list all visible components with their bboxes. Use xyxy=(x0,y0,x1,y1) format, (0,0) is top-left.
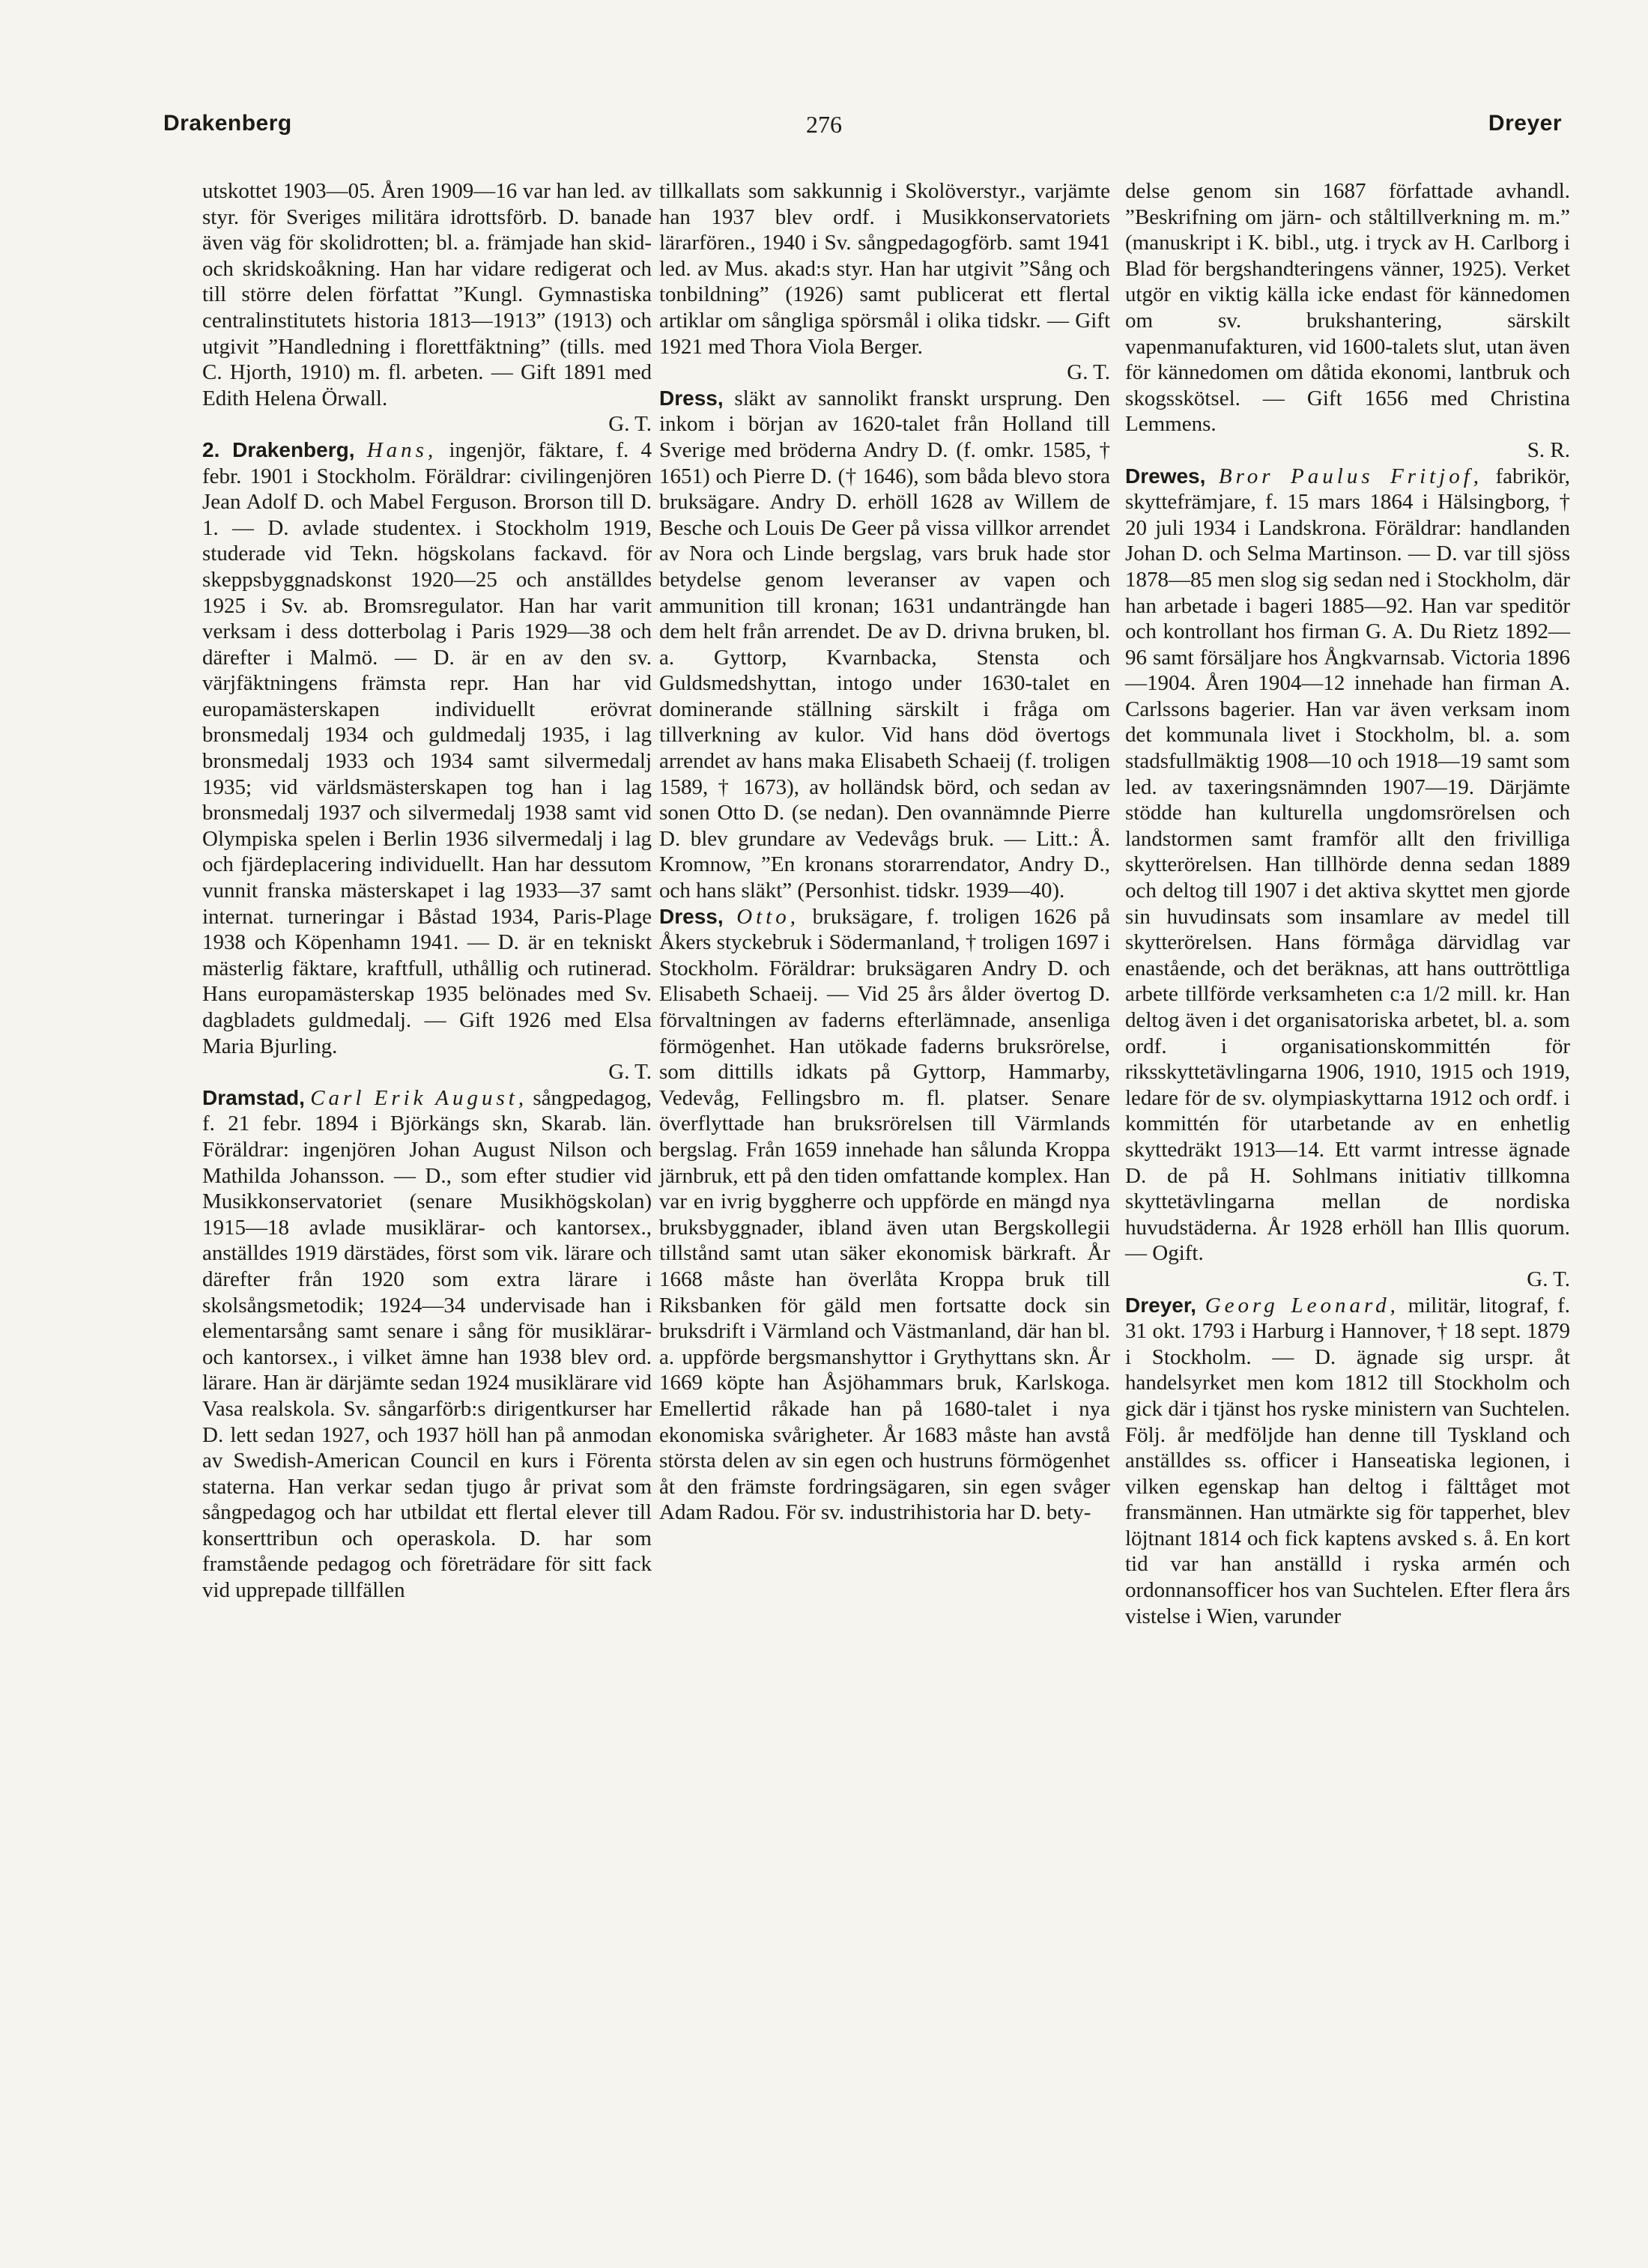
entry-dress-family xyxy=(659,386,1110,904)
signature: G. T. xyxy=(1067,360,1110,385)
entry-text: bruksägare, f. troligen 1626 på Åkers styckebruk i Södermanland, † troligen 1697 i Stockholm. Föräldrar: bruksägaren Andry D. och Elisabeth Schaeij. — Vid 25 års ålder övertog D. förvaltningen av faderns efterlämnade, ansenliga förmögenhet. Han utökade faderns bruksrörelse, som dittills idkats på Gyttorp, Hammarby, Vedevåg, Fellingsbro m. fl. platser. Senare överflyttade han bruksrörelsen till Värmlands bergslag. Från 1659 innehade han sålunda Kroppa järnbruk, ett på den tiden omfattande komplex. Han var en ivrig byggherre och uppförde en mängd nya bruksbyggnader, ibland även utan Bergskollegii tillstånd samt utan säker ekonomisk bärkraft. År 1668 måste han överlåta Kroppa bruk till Riksbanken för gäld men fortsatte dock sin bruksdrift i Värmland och Västmanland, där han bl. a. uppförde bergsmanshyttor i Grythyttans skn. År 1669 köpte han Åsjöhammars bruk, Karlskoga. Emellertid råkade han på 1680-talet i nya ekonomiska svårigheter. År 1683 måste han avstå största delen av sin egen och hustruns förmögenhet åt den främste fordringsägaren, sin egen svåger Adam Radou. För sv. industrihistoria har D. bety- xyxy=(659,904,1111,1525)
entry-continuation xyxy=(1125,178,1570,464)
entry-text: sångpedagog, f. 21 febr. 1894 i Björkängs skn, Skarab. län. Föräldrar: ingenjören Johan August Nilson och Mathilda Johansson. — D., som efter studier vid Musikkonservatoriet (senare Musikhögskolan) 1915—18 avlade musiklärar- och kantorsex., anställdes 1919 därstädes, först som vik. lärare och därefter från 1920 som extra lärare i skolsångsmetodik; 1924—34 undervisade han i elementarsång samt senare i sång för musiklärar- och kantorsex., i vilket ämne han 1938 blev ord. lärare. Han är därjämte sedan 1924 musiklärare vid Vasa realskola. Sv. sångarförb:s dirigentkurser har D. lett sedan 1927, och 1937 höll han på anmodan av Swedish-American Council en kurs i Förenta staterna. Han verkar sedan tjugo år privat som sångpedagog och har utbildat ett flertal elever till konserttribun och operaskola. D. har som framstående pedagog och företrädare för sitt fack vid upprepade tillfällen xyxy=(202,1085,652,1603)
text-column-2 xyxy=(659,178,1110,1526)
entry-continuation xyxy=(202,178,652,437)
forename: Bror Paulus Fritjof, xyxy=(1218,464,1483,488)
entry-dreyer xyxy=(1125,1293,1570,1630)
forename: Carl Erik August, xyxy=(310,1085,528,1110)
headword: Dress, xyxy=(659,904,724,928)
forename: Hans, xyxy=(366,437,437,462)
signature: G. T. xyxy=(1527,1267,1570,1291)
signature: G. T. xyxy=(608,1060,652,1085)
signature: S. R. xyxy=(1527,437,1570,462)
entry-drakenberg-hans xyxy=(202,437,652,1085)
entry-continuation xyxy=(659,178,1110,386)
entry-text: ingenjör, fäktare, f. 4 febr. 1901 i Stockholm. Föräldrar: civilingenjören Jean Adolf D. och Mabel Ferguson. Brorson till D. 1. — D. avlade studentex. i Stockholm 1919, studerade vid Tekn. högskolans fackavd. för skeppsbyggnadskonst 1920—25 och anställdes 1925 i Sv. ab. Bromsregulator. Han har varit verksam i dess dotterbolag i Paris 1929—38 och därefter i Malmö. — D. är en av den sv. värjfäktningens främsta repr. Han har vid europamästerskapen individuellt erövrat bronsmedalj 1934 och guldmedalj 1935, i lag bronsmedalj 1933 och 1934 samt silvermedalj 1935; vid världsmästerskapen tog han i lag bronsmedalj 1937 och silvermedalj 1938 samt vid Olympiska spelen i Berlin 1936 silvermedalj i lag och fjärdeplacering individuellt. Han har dessutom vunnit franska mästerskapet i lag 1933—37 samt internat. turneringar i Båstad 1934, Paris-Plage 1938 och Köpenhamn 1941. — D. är en tekniskt mästerlig fäktare, kraftfull, uthållig och rutinerad. Hans europamästerskap 1935 belönades med Sv. dagbladets guldmedalj. — Gift 1926 med Elsa Maria Bjurling. xyxy=(202,437,652,1058)
entry-text: fabrikör, skyttefrämjare, f. 15 mars 1864 i Hälsingborg, † 20 juli 1934 i Landskrona. Föräldrar: handlanden Johan D. och Selma Martinson. — D. var till sjöss 1878—85 men slog sig sedan ned i Stockholm, där han arbetade i bageri 1885—92. Han var speditör och kontrollant hos firman G. A. Du Rietz 1892—96 samt försäljare hos Ångkvarnsab. Victoria 1896—1904. Åren 1904—12 innehade han firman A. Carlssons bagerier. Han var även verksam inom det kommunala livet i Stockholm, bl. a. som stadsfullmäktig 1908—10 och 1918—19 samt som led. av taxeringsnämnden 1907—19. Därjämte stödde han kulturella ungdomsrörelsen och landstormen samt framför allt den frivilliga skytterörelsen. Han tillhörde denna sedan 1889 och deltog till 1907 i det aktiva skyttet men gjorde sin huvudinsats som insamlare av medel till skytterörelsen. Hans förmåga därvidlag var enastående, och det beräknas, att hans outtröttliga arbete tillförde verksamheten c:a 1/2 mill. kr. Han deltog även i det organisatoriska arbetet, bl. a. som ordf. i organisationskommittén för riksskyttetävlingarna 1906, 1910, 1915 och 1919, ledare för de sv. olympiaskyttarna 1912 och ordf. i kommittén för utarbetande av en enhetlig skyttedräkt 1913—14. Ett varmt intresse ägnade D. de på H. Sohlmans initiativ tillkomna skyttetävlingarna mellan de nordiska huvudstäderna. År 1928 erhöll han Illis quorum. — Ogift. xyxy=(1125,464,1571,1266)
headword: Dramstad, xyxy=(202,1085,305,1109)
running-head-left: Drakenberg xyxy=(163,111,292,136)
headword: 2. Drakenberg, xyxy=(202,437,355,461)
entry-drewes xyxy=(1125,464,1570,1293)
entry-text: delse genom sin 1687 författade avhandl. ”Beskrifning om järn- och ståltillverkning m. m.” (manuskript i K. bibl., utg. i tryck av H. Carlborg i Blad för bergshandteringens vänner, 1925). Verket utgör en viktig källa icke endast för kännedomen om sv. brukshantering, särskilt vapenmanufakturen, vid 1600-talets slut, utan även för kännedomen om dåtida ekonomi, lantbruk och skogsskötsel. — Gift 1656 med Christina Lemmens. xyxy=(1125,179,1570,437)
forename: Otto, xyxy=(736,904,800,929)
entry-text: släkt av sannolikt franskt ursprung. Den inkom i början av 1620-talet från Holland till Sverige med bröderna Andry D. (f. omkr. 1585, † 1651) och Pierre D. († 1646), som båda blevo stora bruksägare. Andry D. erhöll 1628 av Willem de Besche och Louis De Geer på vissa villkor arrendet av Nora och Linde bergslag, vars bruk hade stor betydelse genom leveranser av vapen och ammunition till kronan; 1631 undanträngde han dem helt från arrendet. De av D. drivna bruken, bl. a. Gyttorp, Kvarnbacka, Stensta och Guldsmedshyttan, intogo under 1630-talet en dominerande ställning särskilt i fråga om tillverkning av kulor. Vid hans död övertogs arrendet av hans maka Elisabeth Schaeij (f. troligen 1589, † 1673), av holländsk börd, och sedan av sonen Otto D. (se nedan). Den ovannämnde Pierre D. blev grundare av Vedevågs bruk. — Litt.: Å. Kromnow, ”En kronans storarrendator, Andry D., och hans släkt” (Personhist. tidskr. 1939—40). xyxy=(659,386,1111,903)
headword: Dreyer, xyxy=(1125,1293,1196,1317)
forename: Georg Leonard, xyxy=(1205,1293,1399,1318)
text-column-3 xyxy=(1125,178,1570,1629)
text-column-1 xyxy=(202,178,652,1604)
entry-dress-otto xyxy=(659,904,1110,1526)
signature: G. T. xyxy=(608,412,652,437)
entry-dramstad xyxy=(202,1085,652,1604)
page-number: 276 xyxy=(806,111,842,138)
running-head xyxy=(0,111,1648,156)
entry-text: utskottet 1903—05. Åren 1909—16 var han led. av styr. för Sveriges militära idrottsförb. D. banade även väg för skolidrotten; bl. a. främjade han skid- och skridskoåkning. Han har vidare redigerat och till större delen författat ”Kungl. Gymnastiska centralinstitutets historia 1813—1913” (1913) och utgivit ”Handledning i florettfäktning” (tills. med C. Hjorth, 1910) m. fl. arbeten. — Gift 1891 med Edith Helena Örwall. xyxy=(202,179,652,410)
running-head-right: Dreyer xyxy=(1488,111,1562,136)
headword: Dress, xyxy=(659,386,724,410)
entry-text: militär, litograf, f. 31 okt. 1793 i Harburg i Hannover, † 18 sept. 1879 i Stockholm. — D. ägnade sig urspr. åt handelsyrket men kom 1812 till Stockholm och gick där i tjänst hos ryske ministern van Suchtelen. Följ. år medföljde han denne till Tyskland och anställdes ss. officer i Hanseatiska legionen, i vilken egenskap han deltog i fälttåget mot fransmännen. Han utmärkte sig för tapperhet, blev löjtnant 1814 och fick kaptens avsked s. å. En kort tid var han anställd i ryska armén och ordonnansofficer hos van Suchtelen. Efter flera års vistelse i Wien, varunder xyxy=(1125,1293,1571,1628)
headword: Drewes, xyxy=(1125,464,1206,488)
entry-text: tillkallats som sakkunnig i Skolöverstyr., varjämte han 1937 blev ordf. i Musikkonservatoriets lärarfören., 1940 i Sv. sångpedagogförb. samt 1941 led. av Mus. akad:s styr. Han har utgivit ”Sång och tonbildning” (1926) samt publicerat ett flertal artiklar om sångliga spörsmål i olika tidskr. — Gift 1921 med Thora Viola Berger. xyxy=(659,179,1110,359)
